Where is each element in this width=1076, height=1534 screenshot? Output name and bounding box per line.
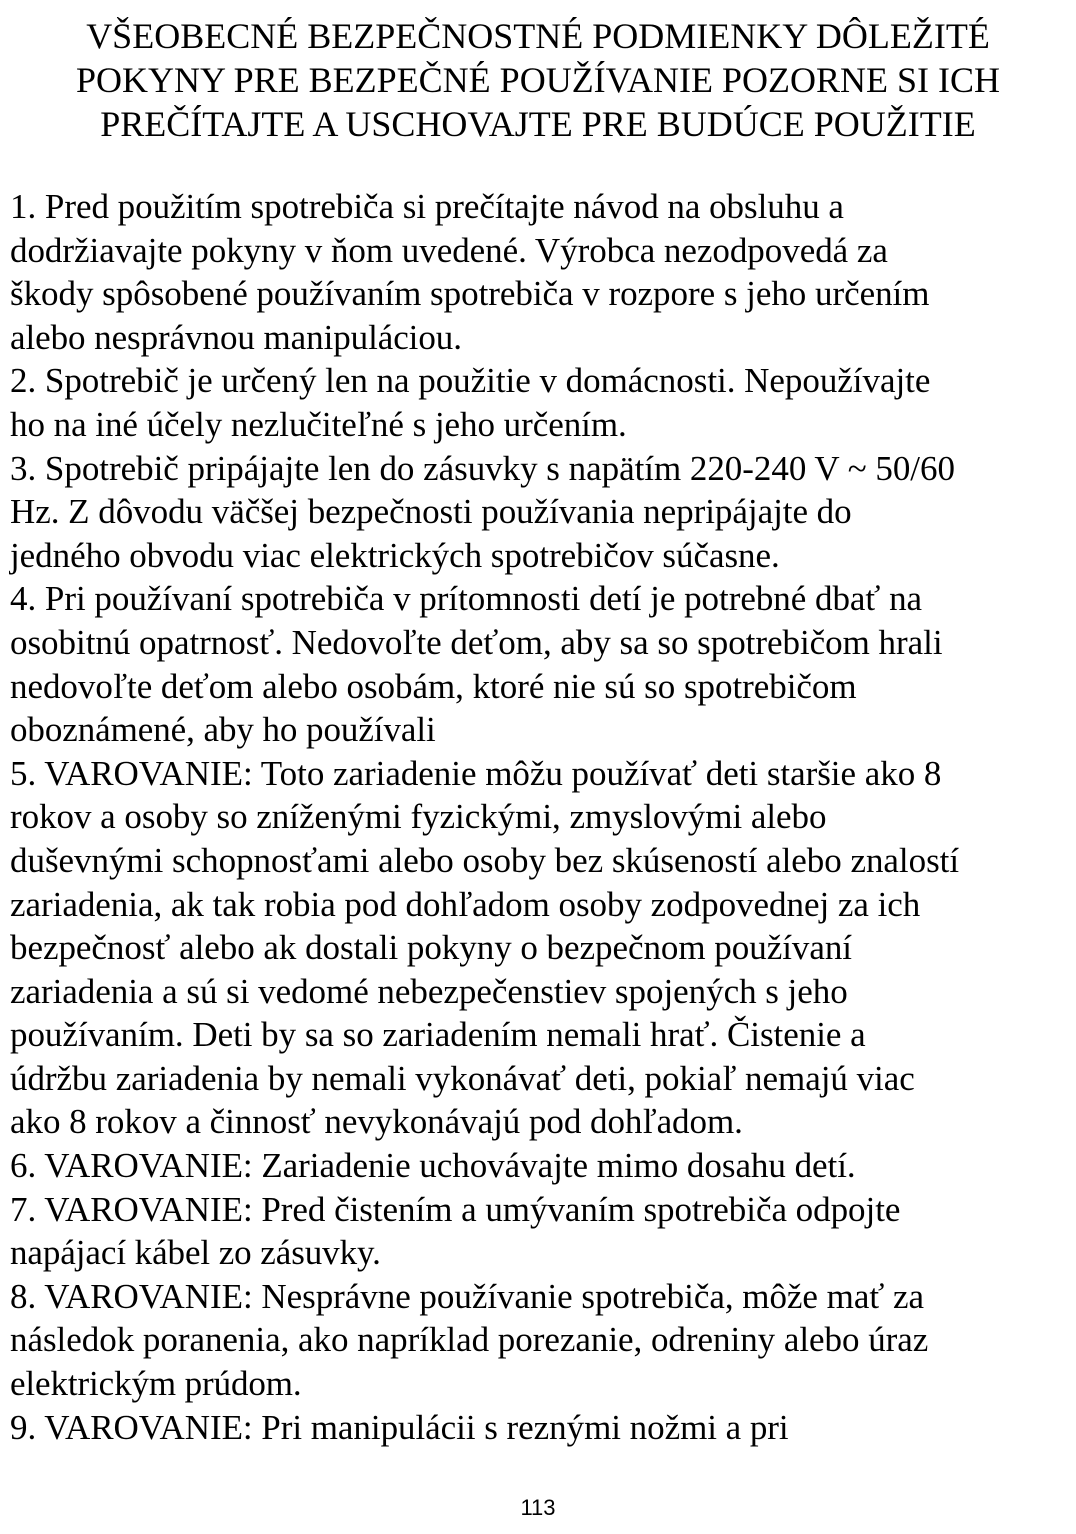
text-line: údržbu zariadenia by nemali vykonávať deti, pokiaľ nemajú viac — [10, 1058, 915, 1098]
text-line: 7. VAROVANIE: Pred čistením a umývaním spotrebiča odpojte — [10, 1189, 901, 1229]
text-line: nedovoľte deťom alebo osobám, ktoré nie sú so spotrebičom — [10, 666, 857, 706]
text-line: osobitnú opatrnosť. Nedovoľte deťom, aby sa so spotrebičom hrali — [10, 622, 943, 662]
text-line: zariadenia a sú si vedomé nebezpečenstiev spojených s jeho — [10, 971, 848, 1011]
text-line: alebo nesprávnou manipuláciou. — [10, 317, 462, 357]
text-line: 3. Spotrebič pripájajte len do zásuvky s napätím 220-240 V ~ 50/60 — [10, 448, 955, 488]
text-line: 9. VAROVANIE: Pri manipulácii s reznými nožmi a pri — [10, 1407, 789, 1447]
text-line: elektrickým prúdom. — [10, 1364, 302, 1404]
text-line: ako 8 rokov a činnosť nevykonávajú pod dohľadom. — [10, 1102, 743, 1142]
text-line: jedného obvodu viac elektrických spotrebičov súčasne. — [10, 535, 780, 575]
text-line: následok poranenia, ako napríklad porezanie, odreniny alebo úraz — [10, 1320, 929, 1360]
text-line: 1. Pred použitím spotrebiča si prečítajte návod na obsluhu a — [10, 187, 844, 226]
text-line: zariadenia, ak tak robia pod dohľadom osoby zodpovednej za ich — [10, 884, 921, 924]
text-line: Hz. Z dôvodu väčšej bezpečnosti používania nepripájajte do — [10, 492, 852, 532]
text-line: 2. Spotrebič je určený len na použitie v domácnosti. Nepoužívajte — [10, 361, 931, 401]
text-line: ho na iné účely nezlučiteľné s jeho určením. — [10, 404, 627, 444]
text-line: 6. VAROVANIE: Zariadenie uchovávajte mimo dosahu detí. — [10, 1146, 856, 1186]
text-line: bezpečnosť alebo ak dostali pokyny o bezpečnom používaní — [10, 928, 852, 968]
page-title — [0, 14, 1076, 146]
safety-instructions — [10, 185, 1074, 1449]
title-line: VŠEOBECNÉ BEZPEČNOSTNÉ PODMIENKY DÔLEŽITÉ — [86, 16, 990, 56]
text-line: rokov a osoby so zníženými fyzickými, zmyslovými alebo — [10, 797, 827, 837]
title-line: PREČÍTAJTE A USCHOVAJTE PRE BUDÚCE POUŽITIE — [100, 104, 976, 144]
text-line: napájací kábel zo zásuvky. — [10, 1233, 381, 1273]
title-line: POKYNY PRE BEZPEČNÉ POUŽÍVANIE POZORNE SI ICH — [75, 60, 1001, 100]
text-line: 8. VAROVANIE: Nesprávne používanie spotrebiča, môže mať za — [10, 1276, 924, 1316]
text-line: oboznámené, aby ho používali — [10, 710, 436, 750]
page-number: 113 — [520, 1495, 556, 1520]
text-line: škody spôsobené používaním spotrebiča v rozpore s jeho určením — [10, 274, 930, 314]
text-line: duševnými schopnosťami alebo osoby bez skúseností alebo znalostí — [10, 840, 960, 880]
text-line: dodržiavajte pokyny v ňom uvedené. Výrobca nezodpovedá za — [10, 230, 888, 270]
text-line: 5. VAROVANIE: Toto zariadenie môžu používať deti staršie ako 8 — [10, 753, 942, 793]
text-line: 4. Pri používaní spotrebiča v prítomnosti detí je potrebné dbať na — [10, 579, 923, 619]
text-line: používaním. Deti by sa so zariadením nemali hrať. Čistenie a — [10, 1015, 866, 1055]
